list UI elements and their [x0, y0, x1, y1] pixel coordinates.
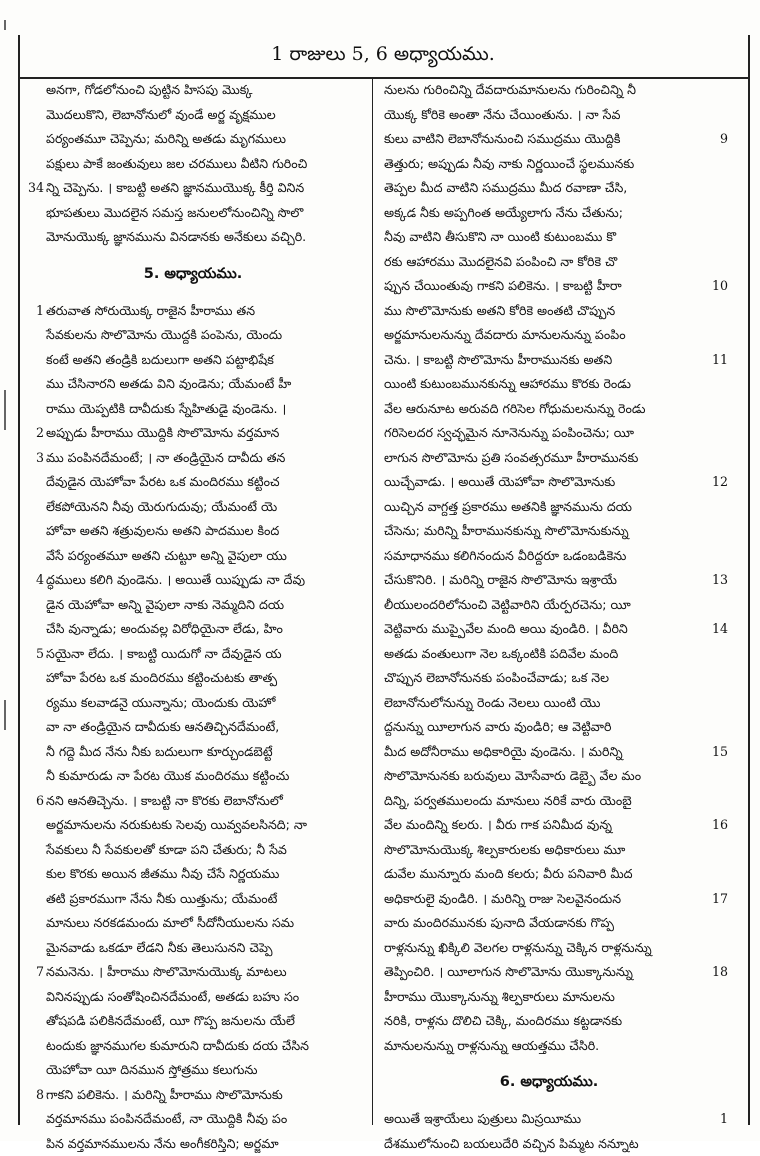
text-line: [380, 715, 718, 740]
verse-text: లేకపోయెనని నీవు యెరుగుదువు; యేమంటే యె: [46, 495, 277, 520]
verse-text: తెత్తురు; అప్పుడు నీవు నాకు నిర్ణయించే స్థలమునకు: [384, 152, 634, 177]
verse-number: 6: [24, 789, 44, 814]
verse-text: లీయులందరిలోనుంచి వెట్టివారిని యేర్పరచెను; యీ: [384, 593, 631, 618]
verse-text: పర్యంతమూ చెప్పెను; మరిన్ని అతడు మృగములు: [46, 127, 286, 152]
verse-text: మోనుయొక్క జ్ఞానమును వినడానకు అనేకులు వచ్చిరి.: [46, 225, 306, 250]
text-line: [24, 813, 362, 838]
text-line: [380, 691, 718, 716]
verse-text: నరికి, రాళ్లను దొలిచి చెక్కి, మందిరము కట్టడానకు: [384, 1009, 622, 1034]
verse-text: అతడు వంతులుగా నెల ఒక్కంటికి పదివేల మంది: [384, 642, 618, 667]
text-line: [380, 887, 718, 912]
verse-number: 13: [706, 568, 728, 593]
verse-text: అర్జమానులనున్ను దేవదారు మానులనున్ను పంపిం: [384, 323, 626, 348]
text-line: [24, 1132, 362, 1156]
verse-text: తెప్పించిరి. । యీలాగున సొలొమోను యొక్కానున్ను: [384, 960, 633, 985]
verse-number: 16: [706, 813, 728, 838]
verse-number: 2: [24, 421, 44, 446]
text-line: [380, 299, 718, 324]
verse-number: 9: [706, 127, 728, 152]
text-line: [24, 715, 362, 740]
text-line: [380, 642, 718, 667]
text-line: [380, 397, 718, 422]
text-line: [24, 740, 362, 765]
text-line: [380, 911, 718, 936]
verse-text: కుల కొరకు అయిన జీతము నీవు చేసే నిర్ణయము: [46, 862, 279, 887]
verse-text: రకు ఆహారము మొదలైనవి పంపించి నా కోరికె చొ: [384, 250, 617, 275]
verse-text: నీ గద్దె మీద నేను నీకు బదులుగా కూర్చుండబెట్టే: [46, 740, 273, 765]
text-line: [380, 838, 718, 863]
text-line: [24, 666, 362, 691]
text-line: [24, 372, 362, 397]
verse-text: నమనెను. । హీరాము సొలొమోనుయొక్క మాటలు: [46, 960, 287, 985]
verse-text: నీ కుమారుడు నా పేరట యొక మందిరము కట్టించు: [46, 764, 289, 789]
text-line: [24, 789, 362, 814]
page-frame-right: [748, 35, 750, 1125]
verse-text: వా నా తండ్రియైన దావీదుకు ఆనతిచ్చినదేమంటే,: [46, 715, 279, 740]
text-line: [24, 887, 362, 912]
text-line: [24, 519, 362, 544]
verse-text: సయైనా లేదు. । కాబట్టి యిదుగో నా దేవుడైన య: [46, 642, 282, 667]
verse-text: మొదలుకొని, లెబానోనులో వుండే అర్జ వృక్షముల: [46, 103, 276, 128]
text-line: [24, 201, 362, 226]
verse-number: 12: [706, 470, 728, 495]
text-line: [24, 323, 362, 348]
verse-number: 7: [24, 960, 44, 985]
text-line: [380, 960, 718, 985]
verse-text: గాకని పలికెను. । మరిన్ని హీరాము సొలొమోనుకు: [46, 1083, 283, 1108]
scan-edge-mark: [4, 20, 6, 30]
verse-text: మైనవాడు ఒకడూ లేడని నీకు తెలుసునని చెప్పె: [46, 936, 272, 961]
text-line: [24, 764, 362, 789]
page-header: [18, 35, 748, 79]
verse-text: డైన యెహోవా అన్ని వైపులా నాకు నెమ్మదిని దయ: [46, 593, 284, 618]
column-divider: [372, 77, 373, 1125]
verse-text: చొప్పున లెబానోనునకు పంపించేవాడు; ఒక నెల: [384, 666, 609, 691]
verse-text: హోవా పేరట ఒక మందిరము కట్టించుటకు తాత్ప: [46, 666, 277, 691]
text-line: [380, 201, 718, 226]
verse-text: పిన వర్తమానములను నేను అంగీకరిస్తిని; అర్జమా: [46, 1132, 279, 1156]
text-line: [380, 764, 718, 789]
verse-text: సేవకులు నీ సేవకులతో కూడా పని చేతురు; నీ సేవ: [46, 838, 287, 863]
verse-text: నీవు వాటిని తీసుకొని నా యింటి కుటుంబము కొ: [384, 225, 616, 250]
verse-text: వర్తమానము పంపినదేమంటే, నా యొద్దికి నీవు పం: [46, 1107, 287, 1132]
text-line: [24, 299, 362, 324]
text-line: [380, 78, 718, 103]
verse-text: లెబానోనులోనున్ను రెండు నెలలు యింటి యొ: [384, 691, 600, 716]
text-line: [380, 1107, 718, 1132]
verse-text: చేసి వున్నాడు; అందువల్ల విరోధియైనా లేడు, హిం: [46, 617, 283, 642]
verse-number: 1: [24, 299, 44, 324]
verse-text: వేసే పర్యంతమూ అతని చుట్టూ అన్ని వైపులా యు: [46, 544, 287, 569]
verse-text: హీరాము యొక్కానున్ను శిల్పకారులు మానులను: [384, 985, 615, 1010]
text-line: [380, 617, 718, 642]
text-line: [24, 617, 362, 642]
verse-text: నులను గురించిన్ని దేవదారుమానులను గురించిన్ని నీ: [384, 78, 636, 103]
verse-text: యొక్క కోరికె అంతా నేను చేయింతును. । నా సేవ: [384, 103, 620, 128]
text-line: [24, 960, 362, 985]
verse-text: దిన్ని, పర్వతములందు మానులు నరికే వారు యెంబై: [384, 789, 632, 814]
verse-text: పక్షులు పాకే జంతువులు జల చరములు వీటిని గురించి: [46, 152, 307, 177]
verse-text: టందుకు జ్ఞానముగల కుమారుని దావీదుకు దయ చేసిన: [46, 1034, 309, 1059]
text-line: [380, 519, 718, 544]
verse-text: మీద అదోనీరాము అధికారియై వుండెను. । మరిన్ని: [384, 740, 623, 765]
verse-text: సొలొమోనునకు బరువులు మోసేవారు డెబ్బై వేల మం: [384, 764, 641, 789]
verse-text: నని ఆనతిచ్చెను. । కాబట్టి నా కొరకు లెబానోనులో: [46, 789, 283, 814]
text-line: [24, 421, 362, 446]
verse-number: 11: [706, 348, 728, 373]
text-line: [380, 1009, 718, 1034]
verse-number: 14: [706, 617, 728, 642]
left-column: [24, 78, 362, 1156]
text-line: [380, 176, 718, 201]
verse-text: దేవుడైన యెహోవా పేరట ఒక మందిరము కట్టించ: [46, 470, 280, 495]
verse-text: ప్పున చేయింతువు గాకని పలికెను. । కాబట్టి హీరా: [384, 274, 622, 299]
verse-number: 34: [24, 176, 44, 201]
verse-text: చేసెను; మరిన్ని హీరామునకున్ను సొలొమోనుకున్ను: [384, 519, 629, 544]
verse-text: చెను. । కాబట్టి సొలొమోను హీరామునకు అతని: [384, 348, 612, 373]
verse-text: అర్జమానులను నరుకుటకు సెలవు యివ్వవలసినది; నా: [46, 813, 307, 838]
verse-text: తెప్పల మీద వాటిని సముద్రము మీద రవాణా చేసి,: [384, 176, 627, 201]
text-line: [24, 568, 362, 593]
text-line: [24, 103, 362, 128]
verse-number: 15: [706, 740, 728, 765]
verse-text: న్ని చెప్పెను. । కాబట్టి అతని జ్ఞానముయొక్క కీర్తి వినిన: [46, 176, 304, 201]
text-line: [24, 544, 362, 569]
text-line: [24, 397, 362, 422]
text-line: [380, 936, 718, 961]
text-line: [380, 103, 718, 128]
verse-text: ము చేసినారని అతడు విని వుండెను; యేమంటే హీ: [46, 372, 291, 397]
verse-text: యెహోవా యీ దినమున స్తోత్రము కలుగును: [46, 1058, 258, 1083]
text-line: [380, 1132, 718, 1156]
verse-text: సమాధానము కలిగినందున వీరిద్దరూ ఒడంబడికెను: [384, 544, 626, 569]
text-line: [380, 127, 718, 152]
text-line: [24, 225, 362, 250]
verse-number: 10: [706, 274, 728, 299]
page-frame-left: [18, 35, 20, 1125]
text-line: [24, 936, 362, 961]
text-line: [380, 348, 718, 373]
text-line: [24, 593, 362, 618]
verse-number: 5: [24, 642, 44, 667]
text-line: [24, 176, 362, 201]
verse-text: వేల ఆరునూట అరువది గరిసెల గోధుమలనున్ను రెండు: [384, 397, 646, 422]
text-line: [380, 862, 718, 887]
verse-text: కులు వాటిని లెబానోనునుంచి సముద్రము యొద్దికి: [384, 127, 621, 152]
verse-number: 17: [706, 887, 728, 912]
verse-number: 8: [24, 1083, 44, 1108]
verse-text: సొలొమోనుయొక్క శిల్పకారులకు అధికారులు మూ: [384, 838, 625, 863]
text-line: [380, 789, 718, 814]
text-line: [24, 838, 362, 863]
text-line: [380, 568, 718, 593]
verse-text: రాళ్లనున్ను ఖిక్కిలి వెలగల రాళ్లనున్ను చెక్కిన రాళ్లనున్ను: [384, 936, 652, 961]
verse-text: మానులనున్ను రాళ్లనున్ను ఆయత్తము చేసిరి.: [384, 1034, 599, 1059]
text-line: [380, 544, 718, 569]
text-line: [380, 250, 718, 275]
text-line: [380, 470, 718, 495]
verse-text: అక్కడ నీకు అప్పగింత అయ్యేలాగు నేను చేతును;: [384, 201, 623, 226]
text-line: [24, 862, 362, 887]
verse-text: తోషపడి పలికినదేమంటే, యీ గొప్ప జనులను యేలే: [46, 1009, 295, 1034]
verse-text: హోవా అతని శత్రువులను అతని పాదముల కింద: [46, 519, 279, 544]
text-line: [380, 1034, 718, 1059]
verse-text: సేవకులను సొలొమోను యొద్దకి పంపెను, యెందు: [46, 323, 282, 348]
verse-text: దేశములోనుంచి బయలుదేరి వచ్చిన పిమ్మట నన్నూట: [384, 1132, 639, 1156]
text-line: [24, 78, 362, 103]
text-line: [24, 127, 362, 152]
text-line: [24, 1058, 362, 1083]
verse-text: రాము యెప్పటికి దావీదుకు స్నేహితుడై వుండెను. ।: [46, 397, 286, 422]
verse-number: 18: [706, 960, 728, 985]
verse-text: యింటి కుటుంబమునకున్ను ఆహారము కొరకు రెండు: [384, 372, 631, 397]
verse-text: అధికారులై వుండిరి. । మరిన్ని రాజు సెలవైనందున: [384, 887, 621, 912]
text-line: [380, 225, 718, 250]
text-line: [380, 446, 718, 471]
text-line: [24, 1034, 362, 1059]
verse-text: అయితే ఇశ్రాయేలు పుత్రులు మిస్రయీము: [384, 1107, 581, 1132]
text-line: [24, 470, 362, 495]
verse-text: యిచ్చిన వాగ్దత్త ప్రకారము అతనికి జ్ఞానమును దయ: [384, 495, 632, 520]
chapter-heading: 5. అధ్యాయము.: [24, 250, 362, 299]
text-line: [24, 642, 362, 667]
chapter-heading: 6. అధ్యాయము.: [380, 1058, 718, 1107]
verse-text: డువేల మున్నూరు మంది కలరు; వీరు పనివారి మీద: [384, 862, 633, 887]
text-line: [24, 348, 362, 373]
verse-number: 4: [24, 568, 44, 593]
text-line: [24, 446, 362, 471]
text-line: [380, 495, 718, 520]
verse-text: ద్దనున్ను యీలాగున వారు వుండిరి; ఆ వెట్టివారి: [384, 715, 611, 740]
text-line: [380, 421, 718, 446]
verse-text: ము సొలొమోనుకు అతని కోరికె అంతటి చొప్పున: [384, 299, 615, 324]
verse-text: వినినప్పుడు సంతోషించినదేమంటే, అతడు బహు సం: [46, 985, 299, 1010]
text-line: [24, 985, 362, 1010]
scan-edge-mark: [4, 700, 6, 730]
text-line: [24, 691, 362, 716]
verse-number: 3: [24, 446, 44, 471]
text-line: [24, 495, 362, 520]
verse-text: కంటే అతని తండ్రికి బదులుగా అతని పట్టాభిషేక: [46, 348, 274, 373]
text-line: [380, 740, 718, 765]
verse-text: ము పంపినదేమంటే; । నా తండ్రియైన దావీదు తన: [46, 446, 285, 471]
verse-text: ర్యము కలవాడనై యున్నాను; యెందుకు యెహో: [46, 691, 276, 716]
verse-text: యిచ్చేవాడు. । అయితే యెహోవా సొలొమోనుకు: [384, 470, 615, 495]
verse-number: 1: [706, 1107, 728, 1132]
verse-text: అప్పుడు హీరాము యొద్దికి సొలొమోను వర్తమాన: [46, 421, 279, 446]
text-line: [380, 152, 718, 177]
verse-text: వెట్టివారు ముప్పైవేల మంది అయి వుండిరి. । వీరిని: [384, 617, 628, 642]
verse-text: గరిసెలదర స్వచ్ఛమైన నూనెనున్ను పంపించెను; యీ: [384, 421, 634, 446]
text-line: [380, 372, 718, 397]
right-column: [380, 78, 718, 1156]
text-line: [24, 911, 362, 936]
verse-text: తటి ప్రకారముగా నేను నీకు యిత్తును; యేమంటే: [46, 887, 277, 912]
verse-text: ద్ధములు కలిగి వుండెను. । అయితే యిప్పుడు నా దేవు: [46, 568, 305, 593]
verse-text: మానులు నరకడమందు మాలో సీదోనీయులను సమ: [46, 911, 294, 936]
verse-text: లాగున సొలొమోను ప్రతి సంవత్సరమూ హీరామునకు: [384, 446, 638, 471]
text-line: [24, 1083, 362, 1108]
page-title: 1 రాజులు 5, 6 అధ్యాయము.: [271, 43, 495, 70]
text-line: [380, 985, 718, 1010]
text-line: [380, 323, 718, 348]
text-line: [24, 1009, 362, 1034]
verse-text: వేల మందిన్ని కలరు. । వీరు గాక పనిమీద వున్న: [384, 813, 612, 838]
text-line: [24, 152, 362, 177]
text-line: [380, 274, 718, 299]
scan-edge-mark: [4, 390, 6, 430]
text-line: [380, 593, 718, 618]
text-line: [380, 813, 718, 838]
verse-text: చేసుకొనిరి. । మరిన్ని రాజైన సొలొమోను ఇశ్రాయే: [384, 568, 617, 593]
text-line: [24, 1107, 362, 1132]
verse-text: భూపతులు మొదలైన సమస్త జనులలోనుంచిన్ని సొలొ: [46, 201, 303, 226]
verse-text: వారు మందిరమునకు పునాది వేయడానకు గొప్ప: [384, 911, 614, 936]
verse-text: తరువాత సోరుయొక్క రాజైన హీరాము తన: [46, 299, 255, 324]
verse-text: అనగా, గోడలోనుంచి పుట్టిన హిసపు మొక్క: [46, 78, 252, 103]
text-line: [380, 666, 718, 691]
